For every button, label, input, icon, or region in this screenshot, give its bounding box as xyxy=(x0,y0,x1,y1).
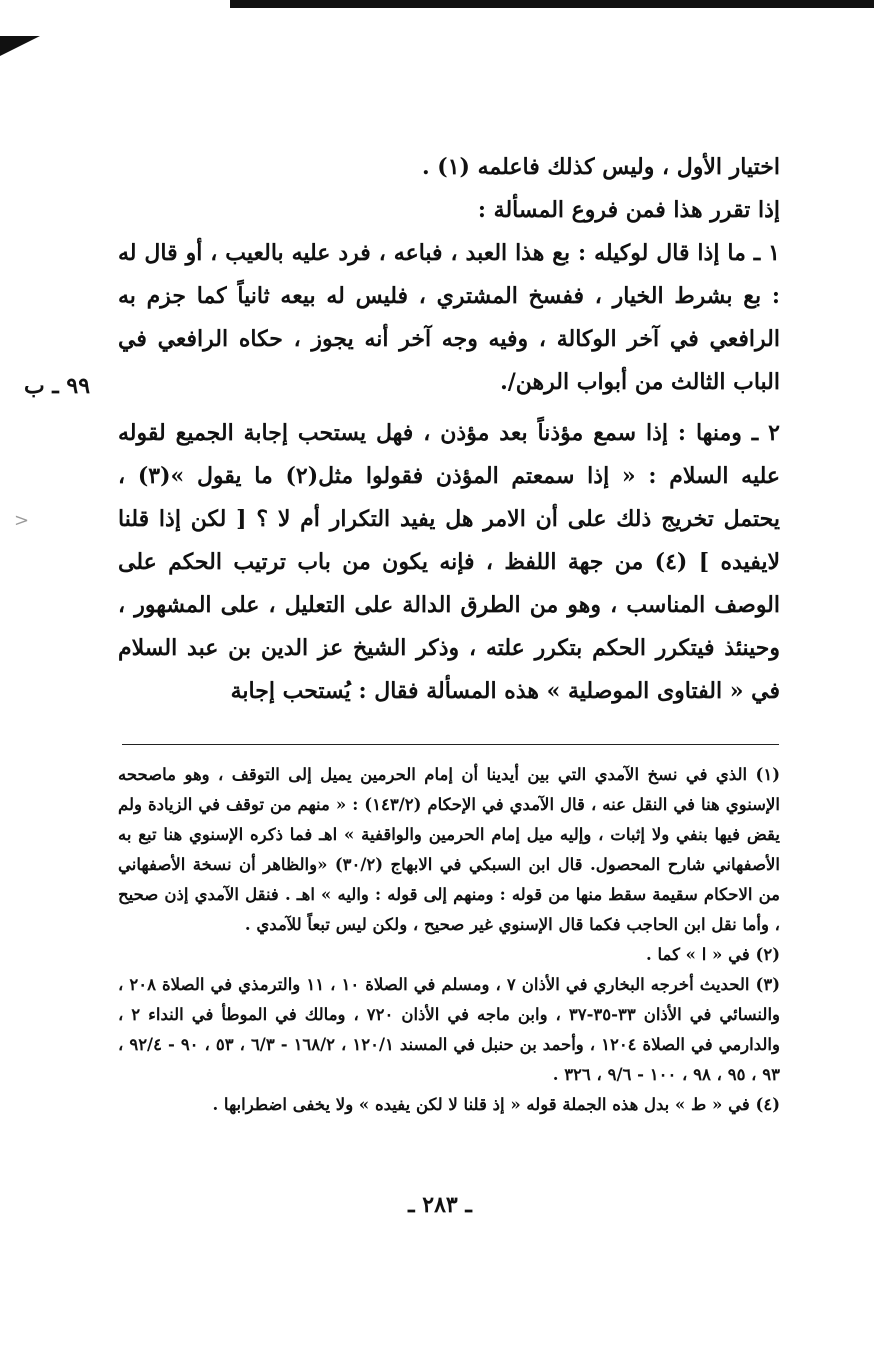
paragraph-branch-1: ١ ـ ما إذا قال لوكيله : بع هذا العبد ، فباعه ، فرد عليه بالعيب ، أو قال له : بع بشرط الخيار ، ففسخ المشتري ، فليس له بيعه ثانياً كما جزم به الرافعي في آخر الوكالة ، وفيه وجه آخر أنه يجوز ، حكاه الرافعي في الباب الثالث من أبواب الرهن/. xyxy=(118,240,780,395)
footnote-1: (١) الذي في نسخ الآمدي التي بين أيدينا أن إمام الحرمين يميل إلى التوقف ، وهو ماصححه الإسنوي هنا في النقل عنه ، قال الآمدي في الإحكام (١٤٣/٢) : « منهم من توقف في الزيادة ولم يقض فيها بنفي ولا إثبات ، وإليه ميل إمام الحرمين والواقفية » اهـ فما ذكره الإسنوي هنا تبع به الأصفهاني شارح المحصول. قال ابن السبكي في الابهاج (٣٠/٢) «والظاهر أن نسخة الأصفهاني من الاحكام سقيمة سقط منها من قوله : ومنهم إلى قوله : واليه » اهـ . فنقل الآمدي إذن صحيح ، وأما نقل ابن الحاجب فكما قال الإسنوي غير صحيح ، ولكن ليس تبعاً للآمدي . xyxy=(118,765,780,934)
margin-arrow-icon: > xyxy=(14,510,30,531)
page-number: ـ ٢٨٣ ـ xyxy=(408,1192,472,1218)
section-heading: إذا تقرر هذا فمن فروع المسألة : xyxy=(477,197,780,223)
footnote-separator xyxy=(122,744,779,745)
scan-top-edge xyxy=(230,0,874,8)
footnote-4: (٤) في « ط » بدل هذه الجملة قوله « إذ قلنا لا لكن يفيده » ولا يخفى اضطرابها . xyxy=(212,1095,780,1114)
paragraph-branch-2: ٢ ـ ومنها : إذا سمع مؤذناً بعد مؤذن ، فهل يستحب إجابة الجميع لقوله عليه السلام : « إذا سمعتم المؤذن فقولوا مثل(٢) ما يقول »(٣) ، يحتمل تخريج ذلك على أن الامر هل يفيد التكرار أم لا ؟ [ لكن إذا قلنا لايفيده ] (٤) من جهة اللفظ ، فإنه يكون من باب ترتيب الحكم على الوصف المناسب ، وهو من الطرق الدالة على التعليل ، على المشهور ، وحينئذ فيتكرر الحكم بتكرر علته ، وذكر الشيخ عز الدين بن عبد السلام في « الفتاوى الموصلية » هذه المسألة فقال : يُستحب إجابة xyxy=(118,420,780,704)
paragraph-intro: اختيار الأول ، وليس كذلك فاعلمه (١) . xyxy=(421,154,780,180)
footnote-3: (٣) الحديث أخرجه البخاري في الأذان ٧ ، ومسلم في الصلاة ١٠ ، ١١ والترمذي في الصلاة ٢٠٨ ، والنسائي في الأذان ٣٣-٣٥-٣٧ ، وابن ماجه في الأذان ٧٢٠ ، ومالك في الموطأ في النداء ٢ ، والدارمي في الصلاة ١٢٠٤ ، وأحمد بن حنبل في المسند ١٢٠/١ ، ١٦٨/٢ - ٦/٣ ، ٥٣ ، ٩٠ - ٩٢/٤ ، ٩٣ ، ٩٥ ، ٩٨ ، ١٠٠ - ٩/٦ ، ٣٢٦ . xyxy=(118,975,781,1084)
manuscript-folio-reference: ٩٩ ـ ب xyxy=(23,373,91,399)
scan-corner-mark xyxy=(0,36,40,56)
footnotes xyxy=(118,760,780,1120)
main-text xyxy=(118,146,780,713)
footnote-2: (٢) في « ا » كما . xyxy=(646,945,780,964)
